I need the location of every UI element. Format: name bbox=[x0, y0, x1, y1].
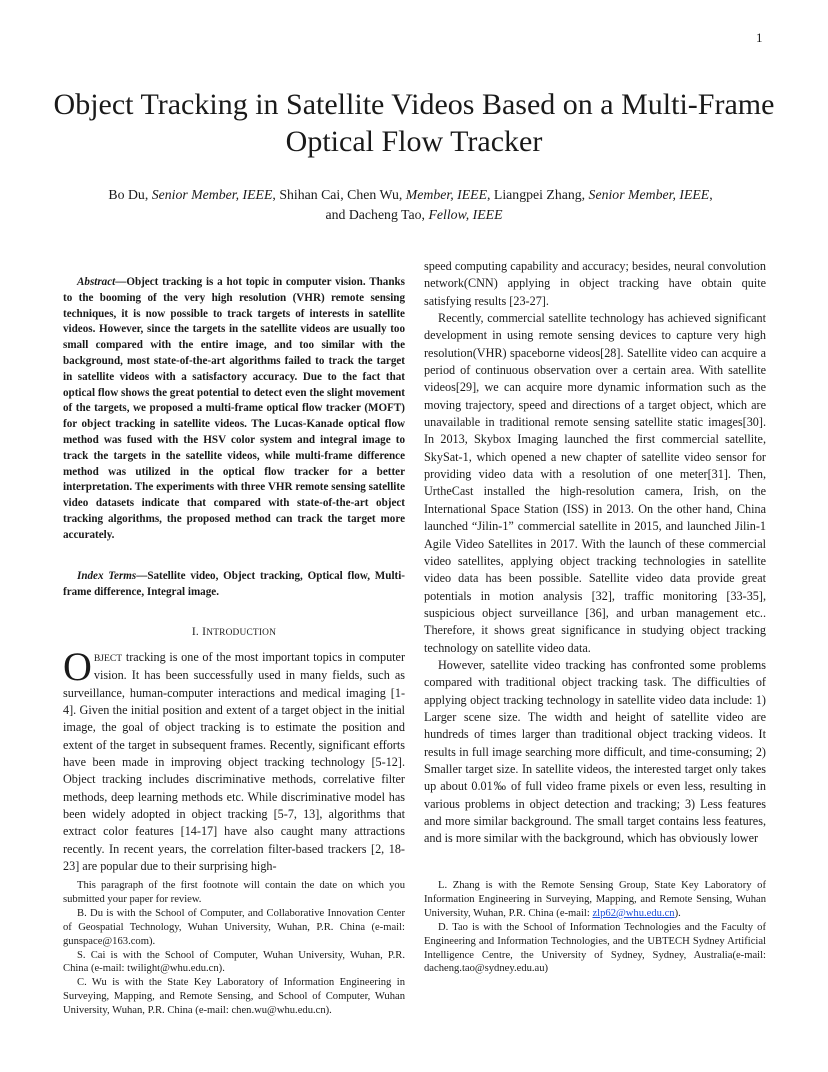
page-number: 1 bbox=[756, 30, 763, 45]
footnote: S. Cai is with the School of Computer, Wuhan University, Wuhan, P.R. China (e-mail: twilight@whu.edu.cn). bbox=[63, 949, 405, 975]
footnote-text: ). bbox=[674, 907, 681, 919]
footnote: B. Du is with the School of Computer, and Collaborative Innovation Center of Geospatial Technology, Wuhan University, Wuhan, P.R. China (e-mail: gunspace@163.com). bbox=[63, 907, 405, 947]
index-terms: Index Terms—Satellite video, Object tracking, Optical flow, Multi-frame difference, Integral image. bbox=[63, 569, 405, 598]
section-numeral: I. bbox=[191, 624, 200, 638]
author-name: Liangpei Zhang bbox=[493, 187, 582, 202]
right-column bbox=[424, 258, 766, 848]
footnote: D. Tao is with the School of Information Technologies and the Faculty of Engineering and Information Technologies, and the UBTECH Sydney Artificial Intelligence Centre, the University of Sydney, Sydney, Australia(e-mail: dacheng.tao@sydney.edu.au) bbox=[424, 921, 766, 975]
author-name: Shihan Cai bbox=[279, 187, 341, 202]
intro-paragraph bbox=[63, 643, 406, 875]
email-link[interactable]: zlp62@whu.edu.cn bbox=[592, 907, 675, 919]
footnote bbox=[424, 879, 766, 921]
footnote-text: L. Zhang is with the Remote Sensing Group, State Key Laboratory of Information Engineering in Surveying, Mapping, and Remote Sensing, Wuhan University, Wuhan, P.R. China (e-mail: bbox=[424, 880, 766, 919]
footnote: C. Wu is with the State Key Laboratory of Information Engineering in Surveying, Mapping, and Remote Sensing, and School of Computer, Wuhan University, Wuhan, P.R. China (e-mail: chen.wu@whu.edu.cn). bbox=[63, 977, 405, 1017]
footnote: This paragraph of the first footnote will contain the date on which you submitted your paper for review. bbox=[63, 880, 405, 905]
section-first-letter: I bbox=[202, 624, 207, 638]
author-role: Fellow, IEEE bbox=[428, 207, 503, 222]
first-word-rest: BJECT bbox=[93, 652, 123, 664]
drop-cap: O bbox=[63, 643, 92, 689]
index-terms-text: Satellite video, Object tracking, Optical flow, Multi-frame difference, Integral image. bbox=[63, 569, 405, 598]
paper-title: Object Tracking in Satellite Videos Based on a Multi-Frame Optical Flow Tracker bbox=[53, 88, 775, 158]
author-name: Chen Wu bbox=[347, 187, 399, 202]
footnotes-right bbox=[424, 879, 766, 976]
footnotes-left bbox=[63, 879, 405, 1018]
author-role: Member, IEEE bbox=[405, 187, 487, 202]
index-terms-label: Index Terms bbox=[77, 569, 137, 582]
section-heading bbox=[63, 623, 405, 642]
author-role: Senior Member, IEEE bbox=[588, 187, 710, 202]
left-column bbox=[63, 275, 405, 875]
author-name: Bo Du bbox=[108, 187, 145, 202]
author-list: Bo Du, Senior Member, IEEE, Shihan Cai, Chen Wu, Member, IEEE, Liangpei Zhang, Senior Member, IEEE, and Dacheng Tao, Fellow, IEEE bbox=[108, 187, 720, 222]
intro-paragraph: Recently, commercial satellite technology has achieved significant development in using remote sensing devices to capture very high resolution(VHR) spaceborne videos[28]. Satellite video can acquire a period of continuous observation over a certain area. With satellite videos[29], we can acquire more dynamic information such as the moving trajectory, speed and directions of a target object, which are unavailable in traditional remote sensing satellite static images[30]. In 2013, Skybox Imaging launched the first commercial satellite, SkySat-1, which opened a new chapter of satellite video sensor for providing video data with a resolution of one meter[31]. Then, UrtheCast installed the high-resolution camera, Irish, on the International Space Station (ISS) in 2013. On the other hand, China launched “Jilin-1” commercial satellite in 2015, and launched Jilin-1 Agile Video Satellites in 2017. With the launch of these commercial video satellites, applying object tracking technologies in satellite video data has been possible. Satellite video data provide great potentials in motion analysis [32], traffic monitoring [33-35], suspicious object surveillance [36], and urban management etc.. Therefore, it shows great significance in studying object tracking technology on satellite video data. bbox=[424, 311, 766, 655]
author-role: Senior Member, IEEE bbox=[151, 187, 273, 202]
abstract-label: Abstract bbox=[77, 276, 116, 288]
intro-paragraph-continued: speed computing capability and accuracy; besides, neural convolution network(CNN) applying in object tracking have obtain quite satisfying results [23-27]. bbox=[424, 259, 766, 308]
intro-paragraph: However, satellite video tracking has confronted some problems compared with traditional object tracking task. The difficulties of applying object tracking technology in satellite video data include: 1) Larger scene size. The width and height of satellite video are hundreds of times larger than traditional object tracking videos. It results in full image searching more difficult, and time-consuming; 2) Smaller target size. In satellite videos, the interested target only takes up about 0.01‰ of full video frame pixels or even less, resulting in various problems in object detection and tracking; 3) Less features and more similar background. The small target contains less features, and is more similar with the background, which has obviously lower bbox=[424, 657, 766, 846]
section-rest: NTRODUCTION bbox=[206, 627, 277, 638]
intro-text: tracking is one of the most important topics in computer vision. It has been successfully used in many fields, such as surveillance, human-computer interactions and medical imaging [1-4]. Given the initial position and extent of a target object in the initial image, the goal of object tracking is to estimate the position and extent of the target in subsequent frames. Recently, significant efforts have been made in improving object tracking technology [5-12]. Object tracking includes discriminative methods, correlative filter methods, deep learning methods etc. While discriminative model has been widely adopted in object tracking [5-7, 13], algorithms that extract color features [14-17] have also caught many attractions recently. In recent years, the correlation filter-based trackers [2, 18-23] are popular due to their surprising high- bbox=[63, 649, 406, 874]
abstract: Abstract—Object tracking is a hot topic in computer vision. Thanks to the booming of the very high resolution (VHR) remote sensing techniques, it is now possible to track targets of interests in satellite videos. However, since the targets in the satellite videos are usually too small compared with the entire image, and too similar with the background, most state-of-the-art algorithms failed to track the target in satellite videos with a satisfactory accuracy. Due to the fact that optical flow shows the great potential to detect even the slight movement of the targets, we proposed a multi-frame optical flow tracker (MOFT) for object tracking in satellite videos. The Lucas-Kanade optical flow method was fused with the HSV color system and integral image to track the targets in the satellite videos, while multi-frame difference method was utilized in the optical flow tracker for a better interpretation. The experiments with three VHR remote sensing satellite video datasets indicate that compared with state-of-the-art object tracking algorithms, the proposed method can track the target more accurately. bbox=[63, 276, 405, 541]
author-name: Dacheng Tao bbox=[348, 207, 422, 222]
abstract-text: Object tracking is a hot topic in computer vision. Thanks to the booming of the very high resolution (VHR) remote sensing techniques, it is now possible to track targets of interests in satellite videos. However, since the targets in the satellite videos are usually too small compared with the entire image, and too similar with the background, most state-of-the-art algorithms failed to track the target in satellite videos with a satisfactory accuracy. Due to the fact that optical flow shows the great potential to detect even the slight movement of the targets, we proposed a multi-frame optical flow tracker (MOFT) for object tracking in satellite videos. The Lucas-Kanade optical flow method was fused with the HSV color system and integral image to track the targets in the satellite videos, while multi-frame difference method was utilized in the optical flow tracker for a better interpretation. The experiments with three VHR remote sensing satellite video datasets indicate that compared with state-of-the-art object tracking algorithms, the proposed method can track the target more accurately. bbox=[63, 276, 405, 541]
